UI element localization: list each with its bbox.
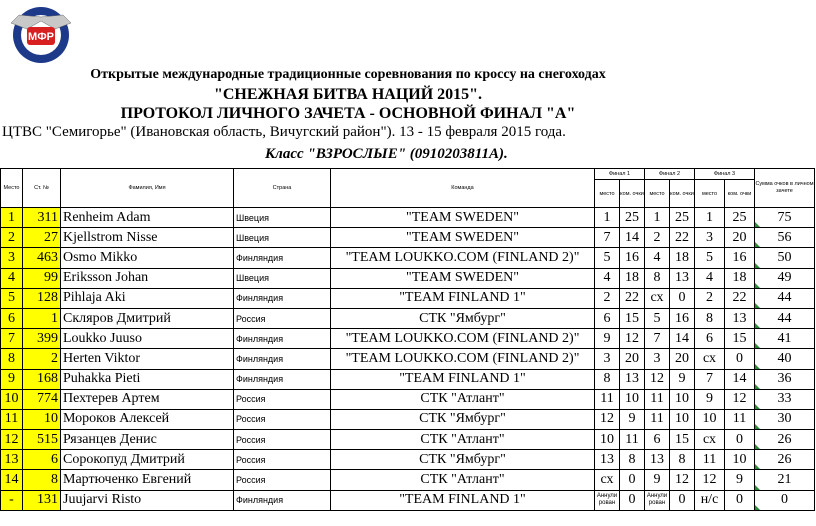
row-f2-points: 8 bbox=[670, 450, 695, 470]
row-number: 8 bbox=[23, 470, 61, 490]
row-name: Puhakka Pieti bbox=[61, 369, 234, 389]
row-number: 311 bbox=[23, 208, 61, 228]
col-total: Сумма очков в личном зачете bbox=[755, 169, 815, 208]
row-f3-place: 5 bbox=[695, 248, 725, 268]
row-country: Россия bbox=[234, 430, 331, 450]
row-country: Швеция bbox=[234, 268, 331, 288]
row-team: "TEAM FINLAND 1" bbox=[331, 490, 595, 510]
federation-logo bbox=[7, 3, 75, 65]
col-f3-place: место bbox=[695, 180, 725, 208]
row-f1-place: 10 bbox=[595, 430, 620, 450]
row-place: 4 bbox=[1, 268, 23, 288]
row-f1-place: 4 bbox=[595, 268, 620, 288]
row-total: 0 bbox=[755, 490, 815, 510]
row-number: 2 bbox=[23, 349, 61, 369]
class-label: Класс "ВЗРОСЛЫЕ" (0910203811А). bbox=[265, 146, 508, 162]
row-f1-place: 6 bbox=[595, 308, 620, 328]
results-body bbox=[1, 208, 815, 511]
col-f2-points: ком. очки bbox=[670, 180, 695, 208]
row-name: Osmo Mikko bbox=[61, 248, 234, 268]
row-f1-points: 0 bbox=[620, 470, 645, 490]
table-row bbox=[1, 308, 815, 328]
row-f2-points: 25 bbox=[670, 208, 695, 228]
row-f2-place: 6 bbox=[645, 430, 670, 450]
row-f1-points: 10 bbox=[620, 389, 645, 409]
row-team: СТК "Атлант" bbox=[331, 470, 595, 490]
row-total: 50 bbox=[755, 248, 815, 268]
row-f2-points: 12 bbox=[670, 470, 695, 490]
row-country: Швеция bbox=[234, 208, 331, 228]
row-f1-place: 12 bbox=[595, 409, 620, 429]
row-f1-points: 0 bbox=[620, 490, 645, 510]
row-place: 3 bbox=[1, 248, 23, 268]
row-f3-points: 0 bbox=[725, 430, 755, 450]
row-f1-points: 14 bbox=[620, 228, 645, 248]
row-f1-points: 25 bbox=[620, 208, 645, 228]
row-place: 2 bbox=[1, 228, 23, 248]
col-number: Ст. № bbox=[23, 169, 61, 208]
row-country: Финляндия bbox=[234, 248, 331, 268]
row-country: Россия bbox=[234, 389, 331, 409]
row-f3-place: сх bbox=[695, 430, 725, 450]
row-f3-place: 11 bbox=[695, 450, 725, 470]
table-row bbox=[1, 369, 815, 389]
table-row bbox=[1, 228, 815, 248]
row-f1-points: 13 bbox=[620, 369, 645, 389]
row-place: - bbox=[1, 490, 23, 510]
row-f2-place: 8 bbox=[645, 268, 670, 288]
row-place: 9 bbox=[1, 369, 23, 389]
venue-date: ЦТВС "Семигорье" (Ивановская область, Вичугский район"). 13 - 15 февраля 2015 года. bbox=[2, 124, 566, 140]
row-name: Kjellstrom Nisse bbox=[61, 228, 234, 248]
row-number: 27 bbox=[23, 228, 61, 248]
row-total: 49 bbox=[755, 268, 815, 288]
row-name: Herten Viktor bbox=[61, 349, 234, 369]
row-total: 44 bbox=[755, 288, 815, 308]
row-name: Пехтерев Артем bbox=[61, 389, 234, 409]
row-f1-place: 8 bbox=[595, 369, 620, 389]
row-team: СТК "Ямбург" bbox=[331, 409, 595, 429]
row-f1-place: сх bbox=[595, 470, 620, 490]
row-f3-place: 8 bbox=[695, 308, 725, 328]
row-country: Финляндия bbox=[234, 369, 331, 389]
row-f3-place: 7 bbox=[695, 369, 725, 389]
row-f1-place: 1 bbox=[595, 208, 620, 228]
row-f3-points: 25 bbox=[725, 208, 755, 228]
row-f3-points: 22 bbox=[725, 288, 755, 308]
row-team: "TEAM LOUKKO.COM (FINLAND 2)" bbox=[331, 329, 595, 349]
row-f2-place: 7 bbox=[645, 329, 670, 349]
row-team: СТК "Ямбург" bbox=[331, 308, 595, 328]
event-name: "СНЕЖНАЯ БИТВА НАЦИЙ 2015". bbox=[213, 86, 483, 103]
row-place: 10 bbox=[1, 389, 23, 409]
row-f3-points: 18 bbox=[725, 268, 755, 288]
row-f2-points: 18 bbox=[670, 248, 695, 268]
row-f1-place: 5 bbox=[595, 248, 620, 268]
row-f3-place: сх bbox=[695, 349, 725, 369]
row-number: 168 bbox=[23, 369, 61, 389]
row-country: Россия bbox=[234, 308, 331, 328]
row-name: Renheim Adam bbox=[61, 208, 234, 228]
row-f3-place: 1 bbox=[695, 208, 725, 228]
row-place: 11 bbox=[1, 409, 23, 429]
row-team: "TEAM SWEDEN" bbox=[331, 228, 595, 248]
row-f3-points: 20 bbox=[725, 228, 755, 248]
row-f2-points: 22 bbox=[670, 228, 695, 248]
row-f1-points: 20 bbox=[620, 349, 645, 369]
row-team: СТК "Атлант" bbox=[331, 430, 595, 450]
row-f2-points: 0 bbox=[670, 288, 695, 308]
row-f2-place: Аннули рован bbox=[645, 490, 670, 510]
row-country: Финляндия bbox=[234, 349, 331, 369]
row-name: Juujarvi Risto bbox=[61, 490, 234, 510]
row-f1-points: 16 bbox=[620, 248, 645, 268]
row-name: Loukko Juuso bbox=[61, 329, 234, 349]
row-number: 128 bbox=[23, 288, 61, 308]
row-f2-points: 15 bbox=[670, 430, 695, 450]
row-f2-place: 9 bbox=[645, 470, 670, 490]
col-f1-place: место bbox=[595, 180, 620, 208]
row-total: 36 bbox=[755, 369, 815, 389]
row-name: Pihlaja Aki bbox=[61, 288, 234, 308]
col-place: Место bbox=[1, 169, 23, 208]
row-f2-points: 14 bbox=[670, 329, 695, 349]
col-f3-points: ком. очки bbox=[725, 180, 755, 208]
row-team: СТК "Ямбург" bbox=[331, 450, 595, 470]
row-f2-points: 9 bbox=[670, 369, 695, 389]
table-row bbox=[1, 329, 815, 349]
row-f3-points: 13 bbox=[725, 308, 755, 328]
table-row bbox=[1, 268, 815, 288]
row-f3-points: 15 bbox=[725, 329, 755, 349]
row-f1-place: Аннули рован bbox=[595, 490, 620, 510]
table-row bbox=[1, 248, 815, 268]
row-f3-points: 14 bbox=[725, 369, 755, 389]
row-f2-place: 1 bbox=[645, 208, 670, 228]
row-f2-points: 16 bbox=[670, 308, 695, 328]
row-team: "TEAM SWEDEN" bbox=[331, 208, 595, 228]
row-f3-place: 12 bbox=[695, 470, 725, 490]
col-f2-place: место bbox=[645, 180, 670, 208]
row-country: Финляндия bbox=[234, 288, 331, 308]
row-f3-points: 10 bbox=[725, 450, 755, 470]
row-team: "TEAM FINLAND 1" bbox=[331, 288, 595, 308]
row-f1-points: 22 bbox=[620, 288, 645, 308]
protocol-title: ПРОТОКОЛ ЛИЧНОГО ЗАЧЕТА - ОСНОВНОЙ ФИНАЛ "А" bbox=[120, 105, 576, 122]
row-f2-place: 3 bbox=[645, 349, 670, 369]
row-total: 30 bbox=[755, 409, 815, 429]
col-country: Страна bbox=[234, 169, 331, 208]
row-place: 14 bbox=[1, 470, 23, 490]
row-total: 44 bbox=[755, 308, 815, 328]
row-f2-place: сх bbox=[645, 288, 670, 308]
col-team: Команда bbox=[331, 169, 595, 208]
row-total: 40 bbox=[755, 349, 815, 369]
row-number: 774 bbox=[23, 389, 61, 409]
row-f1-place: 7 bbox=[595, 228, 620, 248]
row-number: 10 bbox=[23, 409, 61, 429]
row-f3-points: 0 bbox=[725, 349, 755, 369]
row-country: Финляндия bbox=[234, 490, 331, 510]
row-place: 8 bbox=[1, 349, 23, 369]
row-name: Мартюченко Евгений bbox=[61, 470, 234, 490]
row-place: 12 bbox=[1, 430, 23, 450]
competition-title: Открытые международные традиционные соревнования по кроссу на снегоходах bbox=[90, 67, 606, 82]
row-f1-place: 2 bbox=[595, 288, 620, 308]
row-country: Финляндия bbox=[234, 329, 331, 349]
row-f2-place: 12 bbox=[645, 369, 670, 389]
row-team: "TEAM LOUKKO.COM (FINLAND 2)" bbox=[331, 248, 595, 268]
row-place: 1 bbox=[1, 208, 23, 228]
row-country: Россия bbox=[234, 450, 331, 470]
row-number: 463 bbox=[23, 248, 61, 268]
row-f3-points: 9 bbox=[725, 470, 755, 490]
row-total: 26 bbox=[755, 450, 815, 470]
row-country: Швеция bbox=[234, 228, 331, 248]
row-f2-place: 5 bbox=[645, 308, 670, 328]
row-f3-place: 3 bbox=[695, 228, 725, 248]
row-f1-points: 18 bbox=[620, 268, 645, 288]
row-f2-place: 13 bbox=[645, 450, 670, 470]
row-total: 21 bbox=[755, 470, 815, 490]
row-total: 26 bbox=[755, 430, 815, 450]
col-name: Фамилия, Имя bbox=[61, 169, 234, 208]
table-row bbox=[1, 409, 815, 429]
row-f2-place: 2 bbox=[645, 228, 670, 248]
row-f1-place: 3 bbox=[595, 349, 620, 369]
row-place: 5 bbox=[1, 288, 23, 308]
row-total: 56 bbox=[755, 228, 815, 248]
row-f1-points: 9 bbox=[620, 409, 645, 429]
row-f1-place: 11 bbox=[595, 389, 620, 409]
row-number: 1 bbox=[23, 308, 61, 328]
row-f1-points: 11 bbox=[620, 430, 645, 450]
table-row bbox=[1, 208, 815, 228]
row-name: Eriksson Johan bbox=[61, 268, 234, 288]
col-final1: Финал 1 bbox=[595, 169, 645, 180]
row-name: Сорокопуд Дмитрий bbox=[61, 450, 234, 470]
row-place: 13 bbox=[1, 450, 23, 470]
table-row bbox=[1, 430, 815, 450]
table-row bbox=[1, 490, 815, 510]
row-f1-points: 12 bbox=[620, 329, 645, 349]
row-f3-points: 11 bbox=[725, 409, 755, 429]
table-row bbox=[1, 288, 815, 308]
row-total: 41 bbox=[755, 329, 815, 349]
row-f2-place: 11 bbox=[645, 389, 670, 409]
logo-abbr: МФР bbox=[28, 31, 54, 43]
row-number: 515 bbox=[23, 430, 61, 450]
col-final3: Финал 3 bbox=[695, 169, 755, 180]
table-row bbox=[1, 349, 815, 369]
row-name: Мороков Алексей bbox=[61, 409, 234, 429]
row-f1-place: 13 bbox=[595, 450, 620, 470]
row-number: 131 bbox=[23, 490, 61, 510]
row-place: 6 bbox=[1, 308, 23, 328]
row-team: "TEAM SWEDEN" bbox=[331, 268, 595, 288]
col-final2: Финал 2 bbox=[645, 169, 695, 180]
row-f3-place: 6 bbox=[695, 329, 725, 349]
row-number: 6 bbox=[23, 450, 61, 470]
row-f3-place: н/с bbox=[695, 490, 725, 510]
row-total: 75 bbox=[755, 208, 815, 228]
row-f2-points: 0 bbox=[670, 490, 695, 510]
row-f1-place: 9 bbox=[595, 329, 620, 349]
row-f2-place: 11 bbox=[645, 409, 670, 429]
table-row bbox=[1, 450, 815, 470]
row-f3-points: 16 bbox=[725, 248, 755, 268]
row-f3-place: 4 bbox=[695, 268, 725, 288]
row-f3-points: 12 bbox=[725, 389, 755, 409]
row-name: Скляров Дмитрий bbox=[61, 308, 234, 328]
row-team: "TEAM LOUKKO.COM (FINLAND 2)" bbox=[331, 349, 595, 369]
row-f1-points: 15 bbox=[620, 308, 645, 328]
row-total: 33 bbox=[755, 389, 815, 409]
row-f2-points: 20 bbox=[670, 349, 695, 369]
row-number: 99 bbox=[23, 268, 61, 288]
row-place: 7 bbox=[1, 329, 23, 349]
table-row bbox=[1, 470, 815, 490]
row-team: СТК "Атлант" bbox=[331, 389, 595, 409]
row-team: "TEAM FINLAND 1" bbox=[331, 369, 595, 389]
row-f3-points: 0 bbox=[725, 490, 755, 510]
row-f2-points: 10 bbox=[670, 389, 695, 409]
col-f1-points: ком. очки bbox=[620, 180, 645, 208]
results-table bbox=[0, 168, 815, 511]
row-name: Рязанцев Денис bbox=[61, 430, 234, 450]
row-f1-points: 8 bbox=[620, 450, 645, 470]
row-f3-place: 9 bbox=[695, 389, 725, 409]
row-f3-place: 2 bbox=[695, 288, 725, 308]
table-row bbox=[1, 389, 815, 409]
row-f3-place: 10 bbox=[695, 409, 725, 429]
row-f2-points: 13 bbox=[670, 268, 695, 288]
row-country: Россия bbox=[234, 470, 331, 490]
row-f2-place: 4 bbox=[645, 248, 670, 268]
row-f2-points: 10 bbox=[670, 409, 695, 429]
row-number: 399 bbox=[23, 329, 61, 349]
row-country: Россия bbox=[234, 409, 331, 429]
